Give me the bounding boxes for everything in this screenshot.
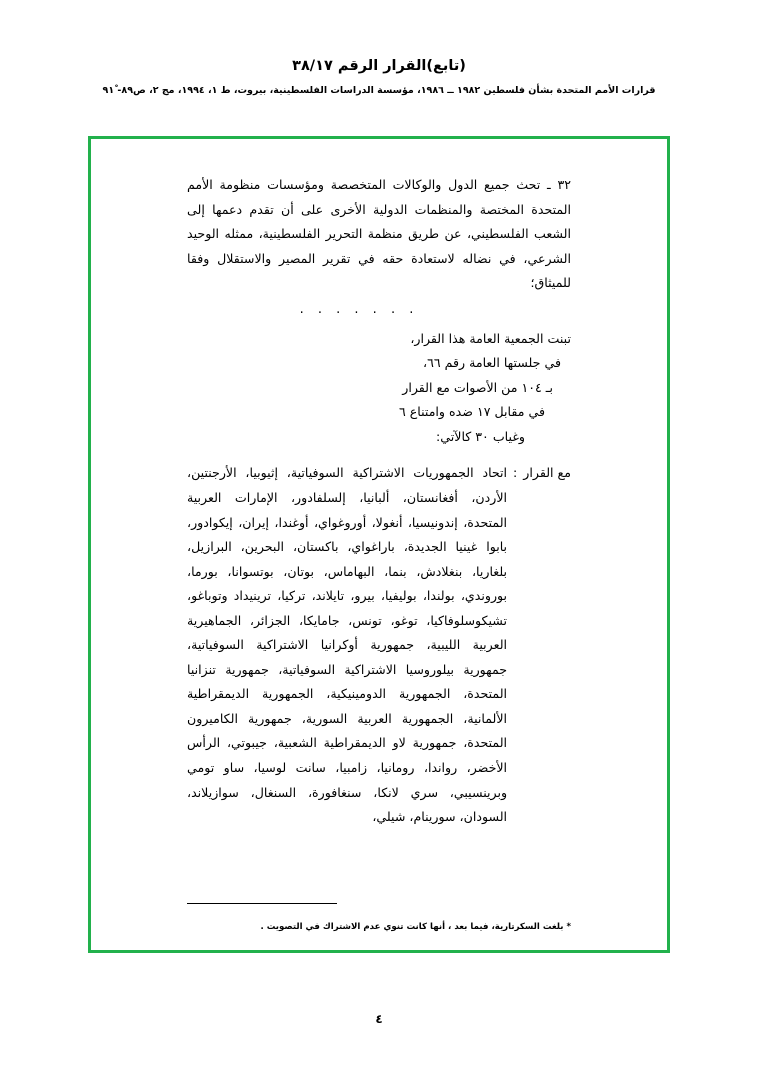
footnote-text: * بلغت السكرتارية، فيما بعد ، أنها كانت تنوي عدم الاشتراك في التصويت . [260,922,571,932]
content-frame [88,136,670,953]
votes-country-list: اتحاد الجمهوريات الاشتراكية السوفياتية، إثيوبيا، الأرجنتين، الأردن، أفغانستان، ألبانيا، إلسلفادور، الإمارات العربية المتحدة، إندونيسيا، أنغولا، أوروغواي، أوغندا، إيران، إيكوادور، بابوا غينيا الجديدة، باراغواي، باكستان، البحرين، البرازيل، بلغاريا، بنغلادش، بنما، البهاماس، بوتان، بوتسوانا، بورما، بوروندي، بولندا، بوليفيا، بيرو، تايلاند، تركيا، ترينيداد وتوباغو، تشيكوسلوفاكيا، توغو، تونس، جامايكا، الجزائر، الجماهيرية العربية الليبية، جمهورية أوكرانيا الاشتراكية السوفياتية، جمهورية بيلوروسيا الاشتراكية السوفياتية، جمهورية تنزانيا المتحدة، الجمهورية الدومينيكية، الجمهورية الديمقراطية الألمانية، الجمهورية العربية السورية، جمهورية الكاميرون المتحدة، جمهورية لاو الديمقراطية الشعبية، جيبوتي، الرأس الأخضر، رواندا، رومانيا، زامبيا، سانت لوسيا، ساو تومي وبرينسيبي، سري لانكا، سنغافورة، السنغال، سوازيلاند، السودان، سورينام، شيلي، [187,465,508,825]
ellipsis-separator: . . . . . . . [299,301,419,317]
source-citation: قرارات الأمم المتحدة بشأن فلسطين ١٩٨٢ ــ ١٩٨٦، مؤسسة الدراسات الفلسطينية، بيروت، ط ١، ١٩٩٤، مج ٢، ص٨٩- ٩١ْ [102,85,656,96]
adoption-line: بـ ١٠٤ من الأصوات مع القرار [402,379,553,395]
paragraph-32: ٣٢ ـ تحث جميع الدول والوكالات المتخصصة ومؤسسات منظومة الأمم المتحدة المختصة والمنظمات الدولية الأخرى على أن تقدم دعمها إلى الشعب الفلسطيني، عن طريق منظمة التحرير الفلسطينية، ممثله الوحيد الشرعي، في نضاله لاستعادة حقه في تقرير المصير والاستقلال وفقا للميثاق؛ [187,177,571,291]
adoption-block [187,327,571,450]
votes-in-favour-row [187,461,571,829]
adoption-line: في مقابل ١٧ ضده وامتناع ٦ [398,404,545,420]
adoption-line: في جلستها العامة رقم ٦٦، [422,355,561,371]
adoption-line: وغياب ٣٠ كالآتي: [436,428,525,444]
votes-label: مع القرار [523,465,571,481]
page-title: (تابع)القرار الرقم ٣٨/١٧ [292,58,466,74]
page-header [0,0,758,96]
adoption-line: تبنت الجمعية العامة هذا القرار، [410,330,571,346]
votes-colon: : [513,465,518,481]
footnote-divider [187,903,337,904]
page-number: ٤ [375,1012,383,1026]
content-body [187,173,571,940]
